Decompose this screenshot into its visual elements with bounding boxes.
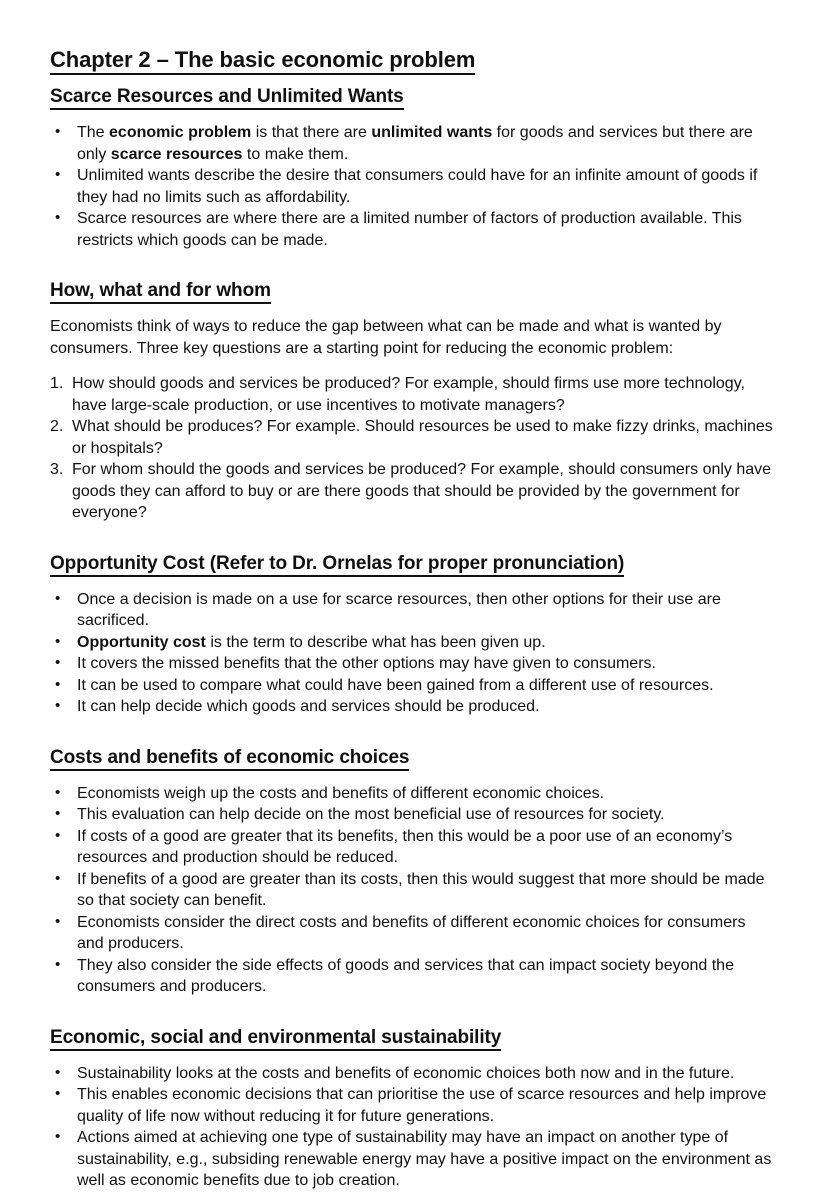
section-heading-text: Opportunity Cost (Refer to Dr. Ornelas for proper pronunciation) [50,553,624,577]
section-spacer [50,732,776,746]
section-heading-text: Costs and benefits of economic choices [50,747,409,771]
list-item: • If benefits of a good are greater than its costs, then this would suggest that more should be made so that society can benefit. [55,869,776,912]
numbered-list-key-questions [50,373,776,524]
list-item: • Economists weigh up the costs and benefits of different economic choices. [55,783,776,805]
list-item: • It can be used to compare what could have been gained from a different use of resources. [55,675,776,697]
section-heading-text: How, what and for whom [50,280,271,304]
page-title-text: Chapter 2 – The basic economic problem [50,47,475,75]
list-item: What should be produces? For example. Should resources be used to make fizzy drinks, machines or hospitals? [72,418,773,457]
section-spacer [50,538,776,552]
bullet-list-costs-and-benefits [50,783,776,998]
list-item: • The economic problem is that there are unlimited wants for goods and services but there are only scarce resources to make them. [55,122,776,165]
intro-paragraph: Economists think of ways to reduce the gap between what can be made and what is wanted by consumers. Three key questions are a starting point for reducing the economic problem: [50,318,722,357]
list-item: • This enables economic decisions that can prioritise the use of scarce resources and help improve quality of life now without reducing it for future generations. [55,1084,776,1127]
section-spacer [50,265,776,279]
bullet-list-sustainability [50,1063,776,1192]
list-item: • It can help decide which goods and services should be produced. [55,696,776,718]
list-item: • This evaluation can help decide on the most beneficial use of resources for society. [55,804,776,826]
bullet-list-scarce-resources [50,122,776,251]
section-opportunity-cost [50,552,776,718]
list-item: • Actions aimed at achieving one type of sustainability may have an impact on another type of sustainability, e.g., subsiding renewable energy may have a positive impact on the environment as well as economic benefits due to job creation. [55,1127,776,1192]
section-heading-sustainability [50,1026,776,1050]
list-item: • Economists consider the direct costs and benefits of different economic choices for consumers and producers. [55,912,776,955]
list-item: • Opportunity cost is the term to describe what has been given up. [55,632,776,654]
section-sustainability [50,1026,776,1192]
list-item: • Sustainability looks at the costs and benefits of economic choices both now and in the future. [55,1063,776,1085]
section-heading-how-what-for-whom [50,279,776,303]
page-title [50,46,776,73]
list-item: For whom should the goods and services be produced? For example, should consumers only have goods they can afford to buy or are there goods that should be provided by the government for everyone? [72,461,772,521]
list-item: • Unlimited wants describe the desire that consumers could have for an infinite amount of goods if they had no limits such as affordability. [55,165,776,208]
list-item: • Once a decision is made on a use for scarce resources, then other options for their use are sacrificed. [55,589,776,632]
section-spacer [50,1012,776,1026]
list-item: How should goods and services be produced? For example, should firms use more technology, have large-scale production, or use incentives to motivate managers? [72,375,745,414]
section-heading-costs-and-benefits [50,746,776,770]
section-costs-and-benefits [50,746,776,998]
list-item: • They also consider the side effects of goods and services that can impact society beyond the consumers and producers. [55,955,776,998]
section-heading-text: Economic, social and environmental sustainability [50,1027,501,1051]
section-heading-opportunity-cost [50,552,776,576]
list-item: • Scarce resources are where there are a limited number of factors of production available. This restricts which goods can be made. [55,208,776,251]
section-heading-scarce-resources [50,85,776,109]
bullet-list-opportunity-cost [50,589,776,718]
list-item: • If costs of a good are greater that its benefits, then this would be a poor use of an economy’s resources and production should be reduced. [55,826,776,869]
section-how-what-for-whom [50,279,776,524]
section-heading-text: Scarce Resources and Unlimited Wants [50,86,404,110]
section-scarce-resources [50,85,776,251]
list-item: • It covers the missed benefits that the other options may have given to consumers. [55,653,776,675]
